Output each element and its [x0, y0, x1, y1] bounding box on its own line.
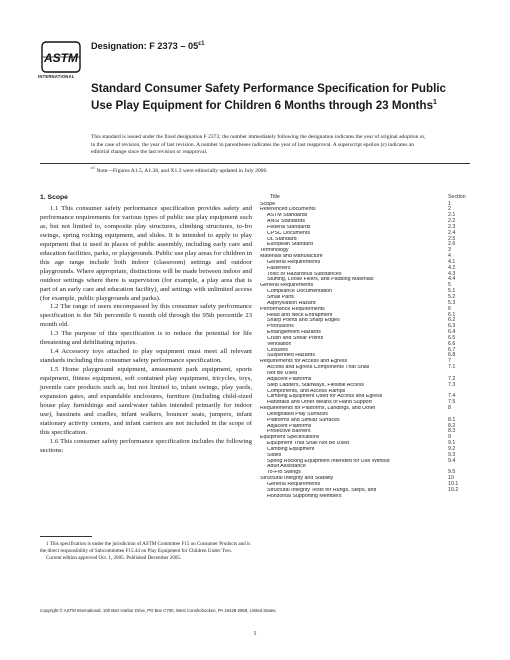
toc-row-section: 8 [448, 405, 451, 412]
toc-row-section: 6.2 [448, 317, 456, 324]
scope-paragraph-1-5: 1.5 Home playground equipment, amusement park equipment, sports equipment, fitness equipment, soft contained play equipment, tricycles, toys, juvenile care products such as, but not limited to, infant swings, play yards, expansion gates, and expandable enclosures, furniture (including child-sized house play furnishings and sand/water tables intended primarily for indoor use), bassinets and cradles, infant walkers, bouncer seats, jumpers, infant stationary activity centers, and infant carriers are not included in the scope of this specification. [40, 366, 252, 436]
toc-row-section: 7.5 [448, 399, 456, 406]
toc-row-section: 6.3 [448, 323, 456, 330]
toc-row-title: Ventilation [267, 341, 292, 347]
toc-row-section: 4.3 [448, 270, 456, 277]
col-section-header: Section [448, 194, 466, 200]
toc-row-section: 2.4 [448, 229, 456, 236]
toc-row-section: 4.2 [448, 264, 456, 271]
title-footnote-ref: 1 [433, 98, 437, 106]
toc-row-title: Compliance Documentation [267, 289, 333, 295]
section-table-body [260, 202, 470, 500]
toc-row-title: Asphyxiation Hazard [267, 300, 316, 306]
toc-row-section: 2.2 [448, 218, 456, 225]
toc-row-section: 9.2 [448, 445, 456, 452]
toc-row-section: 7.3 [448, 381, 456, 388]
toc-row-section: 2 [448, 206, 451, 213]
toc-row-section: 10.2 [448, 486, 459, 493]
toc-row-title: Protective Barriers [267, 429, 311, 435]
toc-row-title: Access and Egress Components That Shall [267, 365, 370, 371]
astm-logo-icon [40, 40, 82, 74]
toc-row-title: Platforms and Similar Surfaces [267, 417, 340, 423]
toc-row-section: 9 [448, 434, 451, 441]
toc-row-title: Entanglement Hazards [267, 330, 321, 336]
toc-row-section: 9.1 [448, 440, 456, 447]
toc-row-title: Slides [267, 452, 282, 458]
document-title-text: Standard Consumer Safety Performance Specification for Public Use Play Equipment for Children 6 Months through 23 Months [91, 82, 446, 112]
toc-row-section: 5.3 [448, 299, 456, 306]
toc-row-title: Referenced Documents [260, 207, 316, 213]
toc-row-title: Equipment That Shall Not Be Used [267, 441, 350, 447]
toc-row-title: Requirements for Access and Egress [260, 359, 348, 365]
toc-row-title: ANSI Standards [267, 219, 305, 225]
toc-row-title: Climbing Equipment Used for Access and Egress [267, 394, 383, 400]
toc-row-title: European Standard [267, 242, 313, 248]
toc-row-title: Structural Integrity Tests for Rungs, Steps, and [267, 487, 377, 493]
epsilon-note [91, 165, 268, 174]
toc-row-section: 2.6 [448, 241, 456, 248]
toc-row-section: 6.6 [448, 340, 456, 347]
toc-row-title: Sharp Points and Sharp Edges [267, 318, 340, 324]
epsilon-note-text: Note—Figures A1.5, A1.36, and X1.3 were editorially updated in July 2006. [96, 167, 268, 174]
toc-row-title: CPSC Documents [267, 230, 310, 236]
toc-row-title: General Requirements [267, 259, 321, 265]
toc-row-title: Adjacent Platforms [267, 376, 312, 382]
toc-row-section: 6 [448, 305, 451, 312]
section-table [260, 194, 470, 500]
toc-row-title: Terminology [260, 248, 289, 254]
toc-row-title: Spring Rocking Equipment Intended for Use Without [267, 458, 390, 464]
toc-row-section: 3 [448, 247, 451, 254]
toc-row-title: Crush and Shear Points [267, 335, 324, 341]
scope-heading: 1. Scope [40, 194, 68, 201]
toc-row-section: 6.8 [448, 352, 456, 359]
toc-row-section: 10.1 [448, 481, 459, 487]
toc-row-section: 2.5 [448, 235, 456, 242]
col-title-header: Title [270, 194, 280, 200]
toc-row-section: 5.1 [448, 288, 456, 295]
toc-row-section: 6.5 [448, 334, 456, 341]
toc-row-section: 7.1 [448, 364, 456, 371]
toc-row-title: Step Ladders, Stairways, Flexible Access [267, 382, 364, 388]
toc-row-section: 2.3 [448, 223, 456, 230]
toc-row-section: 6.7 [448, 346, 456, 353]
epsilon-mark: ε1 [91, 165, 96, 170]
toc-row-title: Federal Standards [267, 224, 311, 230]
toc-row-title: Structural Integrity and Stability [260, 476, 334, 482]
toc-row-title: Scope [260, 201, 276, 207]
toc-row-title: Not Be Used [267, 370, 298, 376]
toc-row-title: Head and Neck Entrapment [267, 312, 333, 318]
toc-row-section: 8.1 [448, 416, 456, 423]
toc-row-section: 10 [448, 475, 454, 482]
astm-logo-lettering: ASTM [44, 51, 78, 65]
toc-row-title: Performance Requirements [260, 306, 325, 312]
toc-row-title: Climbing Equipment [267, 446, 315, 452]
header-divider [40, 163, 470, 164]
footnote-1: 1 This specification is under the jurisdiction of ASTM Committee F15 on Consumer Products and is the direct responsibility of Subcommittee F15.44 on Play Equipment for Children Under Two. [40, 541, 251, 554]
toc-row-title: Adjacent Platforms [267, 423, 312, 429]
scope-paragraph-1-6: 1.6 This consumer safety performance specification includes the following sections: [40, 437, 252, 454]
toc-row-section: 5.2 [448, 294, 456, 300]
toc-row-title: Designated Play Surfaces [267, 411, 328, 417]
toc-row-title: Toxic or Hazardous Substances [267, 271, 342, 277]
toc-row-title: UL Standard [267, 236, 297, 242]
toc-row-title: Stuffing, Loose Fillers, and Padding Materials [267, 277, 374, 283]
toc-row-section: 7 [448, 358, 451, 365]
toc-row-title: Protrusions [267, 324, 294, 330]
designation-text: Designation: F 2373 – 05 [91, 41, 199, 52]
scope-paragraph-1-2: 1.2 The range of users encompassed by this consumer safety performance specification is the 5th percentile 6 month old through the 95th percentile 23 month old. [40, 303, 252, 329]
toc-row-section: 4.4 [448, 276, 456, 283]
toc-row-title: General Requirements [267, 482, 321, 487]
toc-row-section: 7.4 [448, 393, 456, 400]
scope-section [40, 194, 252, 456]
scope-paragraph-1-3: 1.3 The purpose of this specification is to reduce the potential for life threatening and debilitating injuries. [40, 330, 252, 347]
toc-row-title: Materials and Manufacture [260, 254, 323, 260]
scope-paragraph-1-1: 1.1 This consumer safety performance specification provides safety and performance requirements for various types of public use play equipment such as, but not limited to, composite play structures, climbing structures, to-fro swings, spring rocking equipment, and slides. It is intended to apply to play equipment that is used in places of public assembly, including early care and education facilities, parks, or playgrounds. Public use play areas for children in this age range include both indoor (classroom) settings and outdoor playgrounds. Where appropriate, distinctions will be made between indoor and outdoor settings where there is supervision (for example, a play area that is part of an early care and education facility), and settings with unlimited access (for example, public playgrounds and parks). [40, 205, 252, 302]
toc-row-section: 9.5 [448, 469, 456, 476]
document-title [91, 82, 451, 112]
toc-row-title: Small Parts [267, 295, 295, 300]
toc-row-section: 6.1 [448, 311, 456, 318]
toc-row-section: 4.1 [448, 258, 456, 265]
toc-row-section [448, 494, 470, 500]
toc-row [260, 494, 470, 500]
toc-row-section: 1 [448, 200, 451, 207]
toc-row-section: 5 [448, 282, 451, 289]
footnote-divider [40, 536, 92, 537]
toc-row-title: Horizontal Supporting Members [267, 493, 342, 499]
toc-row-title: Closures [267, 347, 288, 353]
toc-row-section: 7.2 [448, 375, 456, 382]
toc-row-title: Handrails and Other Means of Hand Support [267, 400, 372, 406]
toc-row-title: Adult Assistance [267, 464, 306, 470]
toc-row-title: To-Fro Swings [267, 470, 301, 476]
toc-row-section: 6.4 [448, 329, 456, 336]
designation-epsilon: ε1 [198, 41, 205, 47]
toc-row-section: 4 [448, 253, 451, 260]
toc-row-section: 8.2 [448, 422, 456, 429]
toc-row-section: 9.4 [448, 457, 456, 464]
toc-row-title: General Requirements [260, 283, 314, 289]
toc-row-title: Components, and Access Ramps [267, 388, 346, 394]
toc-row-section: 9.3 [448, 451, 456, 458]
logo-subtext: INTERNATIONAL [38, 74, 75, 79]
toc-row-title: Requirements for Platforms, Landings, and Other [260, 406, 376, 412]
copyright-line: Copyright © ASTM International, 100 Barr Harbor Drive, PO Box C700, West Conshohocken, PA 19428-2959, United States. [40, 608, 277, 613]
page-number: 1 [253, 630, 257, 637]
toc-row-section: 2.1 [448, 212, 456, 219]
footnote-2: Current edition approved Oct. 1, 2005. Published December 2005. [46, 555, 182, 561]
scope-paragraph-1-4: 1.4 Accessory toys attached to play equipment must meet all relevant standards including this consumer safety performance specification. [40, 348, 252, 365]
designation [91, 41, 204, 51]
toc-row-title: Equipment Specifications [260, 435, 320, 441]
issued-note: This standard is issued under the fixed designation F 2373; the number immediately following the designation indicates the year of original adoption or, in the case of revision, the year of last revision. A number in parentheses indicates the year of last reapproval. A superscript epsilon (ε) indicates an editorial change since the last revision or reapproval. [91, 134, 426, 156]
toc-row-title: Suspended Hazards [267, 353, 315, 359]
toc-row-title: Fasteners [267, 265, 291, 271]
section-table-header [260, 194, 470, 201]
toc-row-section: 8.3 [448, 428, 456, 435]
footnotes [40, 541, 252, 562]
toc-row-title: ASTM Standards [267, 213, 308, 219]
